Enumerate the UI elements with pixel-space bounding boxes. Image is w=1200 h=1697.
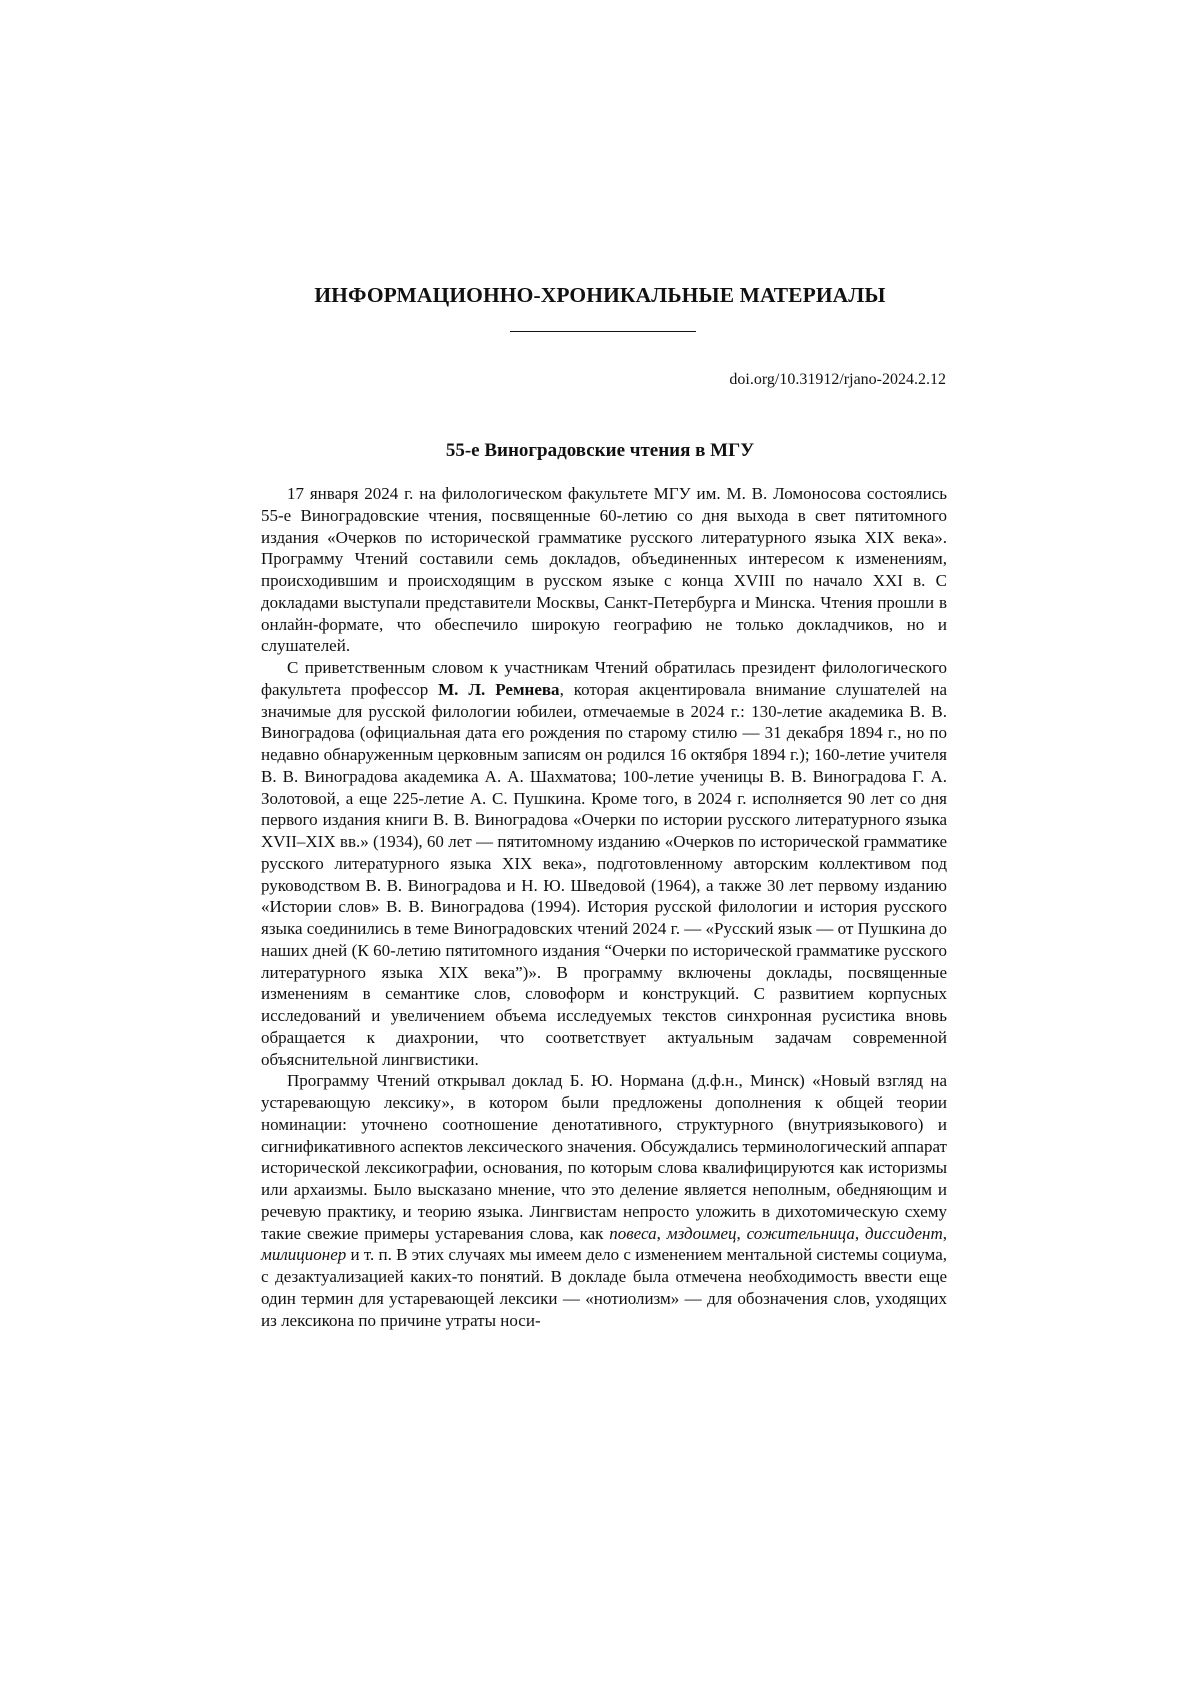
paragraph-3 — [261, 1070, 947, 1331]
section-heading: ИНФОРМАЦИОННО-ХРОНИКАЛЬНЫЕ МАТЕРИАЛЫ — [314, 283, 886, 307]
speaker-name: М. Л. Ремнева — [438, 679, 560, 699]
example-word: диссидент — [865, 1223, 943, 1243]
example-word: повеса — [609, 1223, 657, 1243]
doi-reference: doi.org/10.31912/rjano-2024.2.12 — [729, 371, 946, 388]
paragraph-1: 17 января 2024 г. на филологическом факультете МГУ им. М. В. Ломоносова состоялись 55-е Виноградовские чтения, посвященные 60-летию со дня выхода в свет пятитомного издания «Очерков по исторической грамматике русского литературного языка XIX века». Программу Чтений составили семь докладов, объединенных интересом к изменениям, происходившим и происходящим в русском языке с конца XVIII по начало XXI в. С докладами выступали представители Москвы, Санкт-Петербурга и Минска. Чтения прошли в онлайн-формате, что обеспечило широкую географию не только докладчиков, но и слушателей. — [261, 484, 947, 656]
example-word: сожительница — [746, 1223, 855, 1243]
separator: , — [942, 1223, 948, 1243]
heading-divider — [510, 331, 696, 332]
paragraph-3-text-end: и т. п. В этих случаях мы имеем дело с изменением ментальной системы социума, с дезактуализацией каких-то понятий. В докладе была отмечена необходимость ввести еще один термин для устаревающей лексики — «нотиолизм» — для обозначения слов, уходящих из лексикона по причине утраты носи- — [261, 1245, 947, 1330]
separator: , — [736, 1223, 747, 1243]
paragraph-2-text-end: , которая акцентировала внимание слушателей на значимые для русской филологии юбилеи, отмечаемые в 2024 г.: 130-летие академика В. В. Виноградова (официальная дата его рождения по старому стилю — 31 декабря 1894 г., но по недавно обнаруженным церковным записям он родился 16 октября 1894 г.); 160-летие учителя В. В. Виноградова академика А. А. Шахматова; 100-летие ученицы В. В. Виноградова Г. А. Золотовой, а еще 225-летие А. С. Пушкина. Кроме того, в 2024 г. исполняется 90 лет со дня первого издания книги В. В. Виноградова «Очерки по истории русского литературного языка XVII–XIX вв.» (1934), 60 лет — пятитомному изданию «Очерков по исторической грамматике русского литературного языка XIX века», подготовленному авторским коллективом под руководством В. В. Виноградова и Н. Ю. Шведовой (1964), а также 30 лет первому изданию «Истории слов» В. В. Виноградова (1994). История русской филологии и история русского языка соединились в теме Виноградовских чтений 2024 г. — «Русский язык — от Пушкина до наших дней (К 60-летию пятитомного издания “Очерки по исторической грамматике русского литературного языка XIX века”)». В программу включены доклады, посвященные изменениям в семантике слов, словоформ и конструкций. С развитием корпусных исследований и увеличением объема исследуемых текстов синхронная русистика вновь обращается к диахронии, что соответствует актуальным задачам современной объяснительной лингвистики. — [261, 679, 947, 1069]
example-word: милиционер — [261, 1245, 347, 1265]
paragraph-2 — [261, 657, 947, 1070]
article-body — [261, 483, 947, 1331]
article-title: 55-е Виноградовские чтения в МГУ — [445, 440, 755, 461]
paragraph-2-text-start: С приветственным словом к участникам Чтений обратилась президент филологического факультета профессор — [261, 658, 947, 699]
example-word: мздоимец — [666, 1223, 737, 1243]
paragraph-3-text-start: Программу Чтений открывал доклад Б. Ю. Нормана (д.ф.н., Минск) «Новый взгляд на устаревающую лексику», в котором были предложены дополнения к общей теории номинации: уточнено соотношение денотативного, структурного (внутриязыкового) и сигнификативного аспектов лексического значения. Обсуждались терминологический аппарат исторической лексикографии, основания, по которым слова квалифицируются как историзмы или архаизмы. Было высказано мнение, что это деление является неполным, обедняющим и речевую практику, и теорию языка. Лингвистам непросто уложить в дихотомическую схему такие свежие примеры устаревания слова, как — [261, 1071, 947, 1243]
separator: , — [656, 1223, 667, 1243]
separator: , — [854, 1223, 865, 1243]
